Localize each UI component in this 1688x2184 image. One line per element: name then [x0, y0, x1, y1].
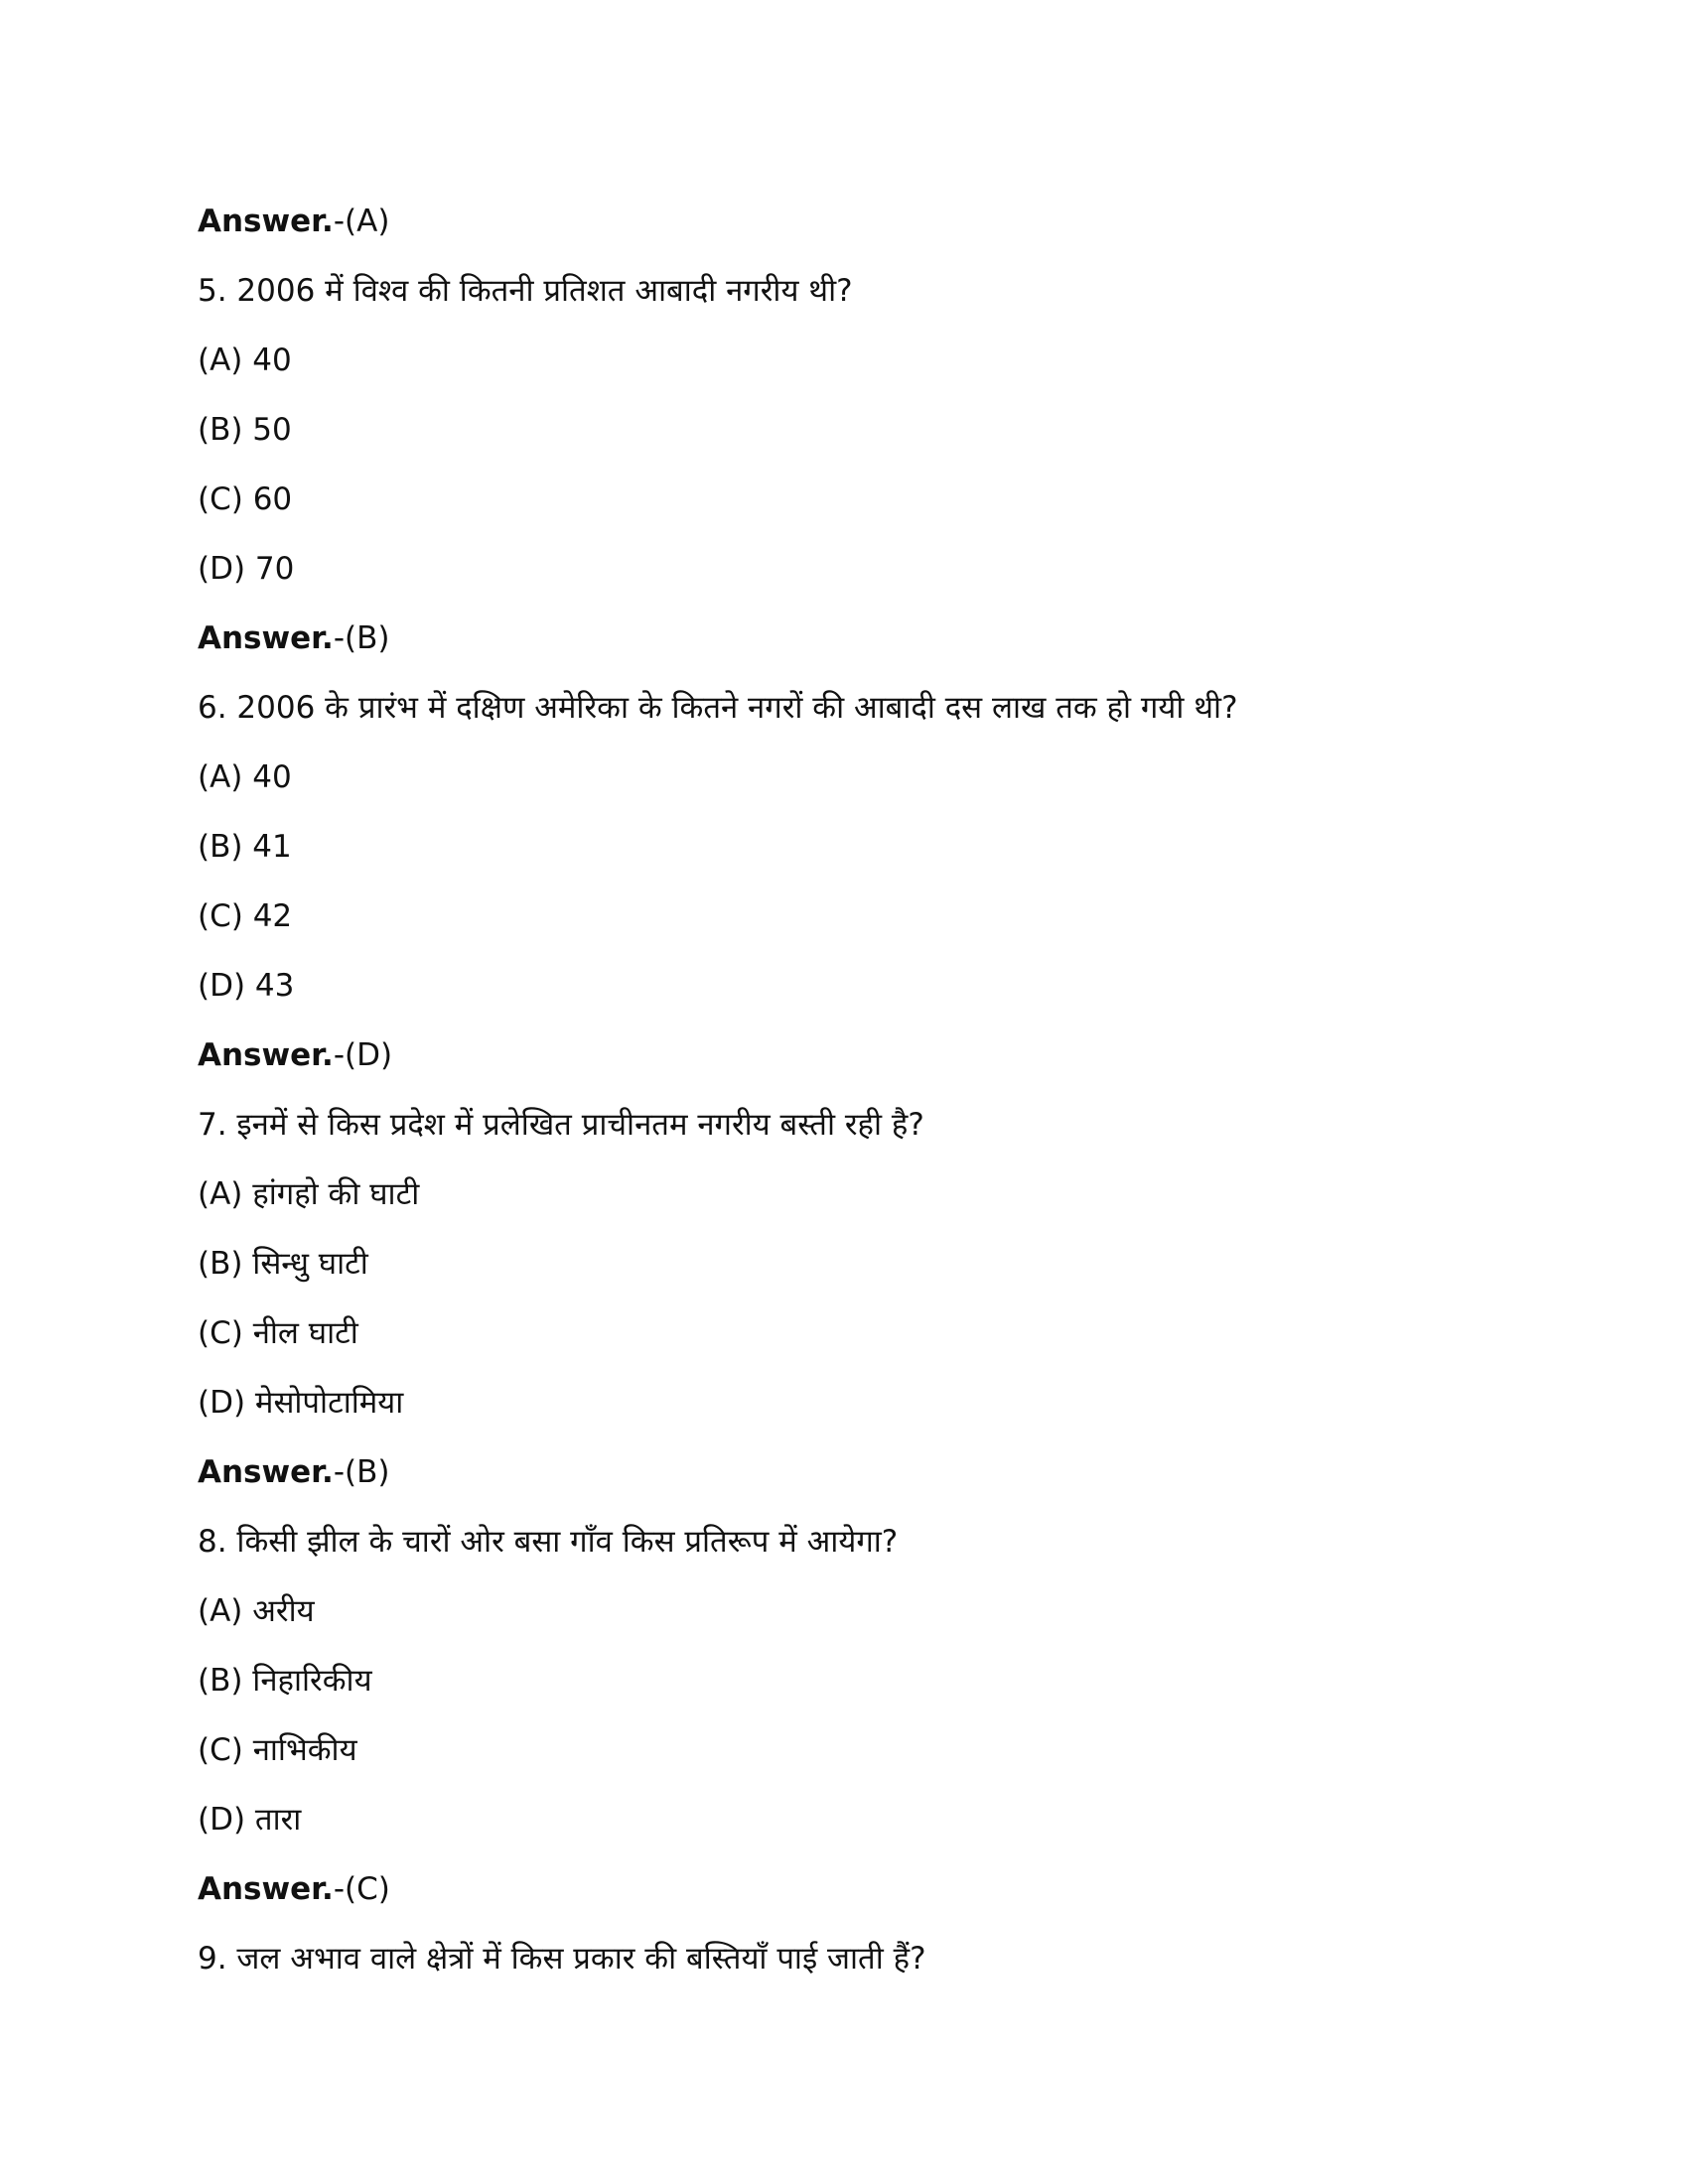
- option-text: (B) 41: [198, 829, 292, 865]
- answer-value: -(B): [333, 620, 390, 656]
- question-text: 9. जल अभाव वाले क्षेत्रों में किस प्रकार की बस्तियाँ पाई जाती हैं?: [198, 1941, 926, 1977]
- question-text: 7. इनमें से किस प्रदेश में प्रलेखित प्राचीनतम नगरीय बस्ती रही है?: [198, 1107, 924, 1143]
- answer-label: Answer.: [198, 1454, 334, 1490]
- answer-value: -(B): [333, 1454, 390, 1490]
- option-text: (B) 50: [198, 412, 292, 448]
- option-text: (B) सिन्धु घाटी: [198, 1246, 368, 1282]
- answer-line: [198, 1028, 1588, 1098]
- answer-value: -(C): [333, 1871, 390, 1907]
- option-text: (D) तारा: [198, 1802, 302, 1838]
- answer-label: Answer.: [198, 620, 334, 656]
- option-text: (C) नाभिकीय: [198, 1732, 357, 1768]
- option-text: (C) नील घाटी: [198, 1315, 358, 1351]
- answer-line: [198, 1445, 1588, 1515]
- answer-label: Answer.: [198, 204, 334, 239]
- option-text: (A) 40: [198, 342, 292, 378]
- question-text: 8. किसी झील के चारों ओर बसा गाँव किस प्रतिरूप में आयेगा?: [198, 1524, 899, 1560]
- option-text: (D) मेसोपोटामिया: [198, 1385, 404, 1421]
- answer-line: [198, 612, 1588, 681]
- option-text: (A) हांगहो की घाटी: [198, 1176, 420, 1212]
- option-text: (C) 42: [198, 898, 293, 934]
- option-text: (A) अरीय: [198, 1593, 315, 1629]
- option-text: (B) निहारिकीय: [198, 1663, 372, 1699]
- answer-line: [198, 195, 1588, 264]
- option-text: (D) 43: [198, 968, 295, 1004]
- option-text: (C) 60: [198, 481, 293, 517]
- answer-line: [198, 1862, 1588, 1932]
- answer-value: -(D): [333, 1037, 393, 1073]
- answer-label: Answer.: [198, 1037, 334, 1073]
- question-text: 6. 2006 के प्रारंभ में दक्षिण अमेरिका के कितने नगरों की आबादी दस लाख तक हो गयी थी?: [198, 690, 1238, 726]
- document-page: [198, 195, 1588, 2001]
- option-text: (D) 70: [198, 551, 295, 587]
- option-text: (A) 40: [198, 759, 292, 795]
- answer-value: -(A): [333, 204, 390, 239]
- answer-label: Answer.: [198, 1871, 334, 1907]
- question-text: 5. 2006 में विश्व की कितनी प्रतिशत आबादी नगरीय थी?: [198, 273, 853, 309]
